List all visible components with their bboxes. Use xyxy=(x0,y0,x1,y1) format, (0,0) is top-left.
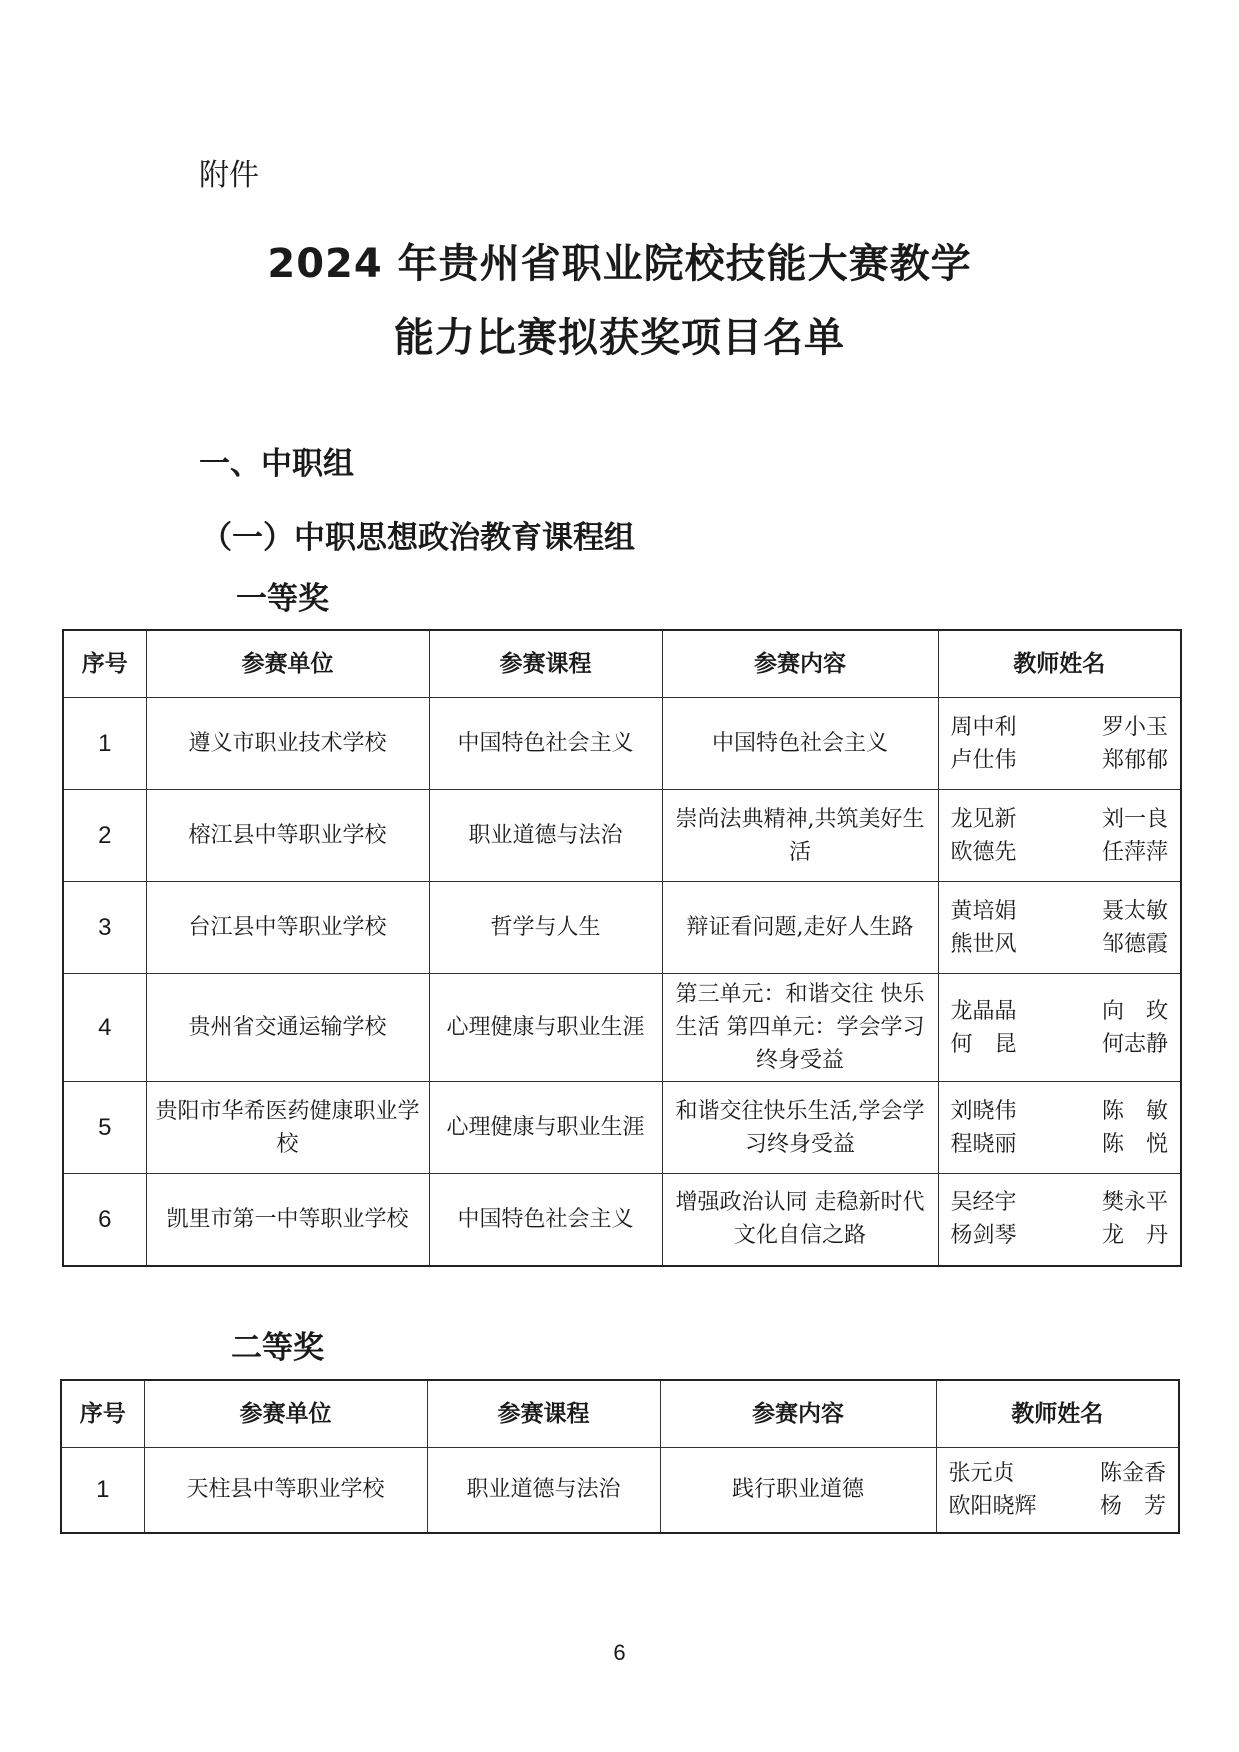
teacher-name: 聂太敏 xyxy=(1101,898,1168,924)
table-row xyxy=(63,1082,1181,1174)
attachment-label: 附件 xyxy=(199,158,259,193)
header-unit: 参赛单位 xyxy=(146,630,429,698)
cell-index: 5 xyxy=(63,1082,146,1174)
teacher-name: 卢仕伟 xyxy=(950,747,1017,773)
cell-content: 第三单元：和谐交往 快乐生活 第四单元：学会学习终身受益 xyxy=(662,974,938,1082)
cell-content: 增强政治认同 走稳新时代文化自信之路 xyxy=(662,1174,938,1266)
teacher-name: 欧阳晓辉 xyxy=(948,1493,1037,1519)
teacher-name: 向 玫 xyxy=(1101,998,1168,1024)
teacher-name: 刘晓伟 xyxy=(950,1098,1017,1124)
header-course: 参赛课程 xyxy=(429,630,662,698)
header-teachers: 教师姓名 xyxy=(936,1380,1179,1448)
cell-course: 心理健康与职业生涯 xyxy=(429,1082,662,1174)
cell-unit: 贵阳市华希医药健康职业学校 xyxy=(146,1082,429,1174)
cell-index: 2 xyxy=(63,790,146,882)
header-teachers: 教师姓名 xyxy=(938,630,1181,698)
cell-unit: 天柱县中等职业学校 xyxy=(144,1448,427,1533)
teacher-name: 欧德先 xyxy=(950,839,1017,865)
header-index: 序号 xyxy=(61,1380,144,1448)
table-row xyxy=(63,882,1181,974)
table-header-row xyxy=(63,630,1181,698)
cell-content: 践行职业道德 xyxy=(660,1448,936,1533)
header-content: 参赛内容 xyxy=(660,1380,936,1448)
teacher-name: 张元贞 xyxy=(948,1460,1015,1486)
table-header-row xyxy=(61,1380,1179,1448)
teacher-name: 何 昆 xyxy=(950,1031,1017,1057)
cell-unit: 榕江县中等职业学校 xyxy=(146,790,429,882)
teacher-name: 程晓丽 xyxy=(950,1131,1017,1157)
header-content: 参赛内容 xyxy=(662,630,938,698)
teacher-name: 黄培娟 xyxy=(950,898,1017,924)
cell-teachers xyxy=(938,882,1181,974)
teacher-name: 吴经宇 xyxy=(950,1190,1017,1216)
cell-course: 职业道德与法治 xyxy=(429,790,662,882)
document-title-line-1: 2024 年贵州省职业院校技能大赛教学 xyxy=(267,241,972,287)
second-prize-heading: 二等奖 xyxy=(231,1330,324,1366)
cell-content: 中国特色社会主义 xyxy=(662,698,938,790)
header-unit: 参赛单位 xyxy=(144,1380,427,1448)
cell-index: 1 xyxy=(63,698,146,790)
cell-teachers xyxy=(936,1448,1179,1533)
teacher-name: 熊世风 xyxy=(950,931,1017,957)
cell-teachers xyxy=(938,698,1181,790)
header-index: 序号 xyxy=(63,630,146,698)
cell-course: 中国特色社会主义 xyxy=(429,698,662,790)
teacher-name: 陈 敏 xyxy=(1101,1098,1168,1124)
table-row xyxy=(63,790,1181,882)
first-prize-heading: 一等奖 xyxy=(236,581,329,617)
table-row xyxy=(63,974,1181,1082)
cell-index: 6 xyxy=(63,1174,146,1266)
subgroup-heading: （一）中职思想政治教育课程组 xyxy=(201,520,635,556)
cell-course: 职业道德与法治 xyxy=(427,1448,660,1533)
first-prize-table xyxy=(62,629,1182,1267)
cell-unit: 贵州省交通运输学校 xyxy=(146,974,429,1082)
cell-course: 心理健康与职业生涯 xyxy=(429,974,662,1082)
header-course: 参赛课程 xyxy=(427,1380,660,1448)
table-row xyxy=(63,698,1181,790)
teacher-name: 龙 丹 xyxy=(1101,1223,1168,1249)
cell-index: 1 xyxy=(61,1448,144,1533)
teacher-name: 杨 芳 xyxy=(1099,1493,1166,1519)
teacher-name: 刘一良 xyxy=(1101,806,1168,832)
second-prize-table-body xyxy=(61,1448,1179,1533)
teacher-name: 何志静 xyxy=(1101,1031,1168,1057)
teacher-name: 郑郁郁 xyxy=(1101,747,1168,773)
page-number: 6 xyxy=(613,1640,626,1665)
teacher-name: 罗小玉 xyxy=(1101,714,1168,740)
teacher-name: 龙见新 xyxy=(950,806,1017,832)
cell-content: 辩证看问题,走好人生路 xyxy=(662,882,938,974)
second-prize-table xyxy=(60,1379,1180,1534)
table-row xyxy=(63,1174,1181,1266)
table-row xyxy=(61,1448,1179,1533)
cell-course: 哲学与人生 xyxy=(429,882,662,974)
cell-content: 和谐交往快乐生活,学会学习终身受益 xyxy=(662,1082,938,1174)
cell-unit: 凯里市第一中等职业学校 xyxy=(146,1174,429,1266)
cell-unit: 遵义市职业技术学校 xyxy=(146,698,429,790)
first-prize-table-body xyxy=(63,698,1181,1266)
cell-teachers xyxy=(938,790,1181,882)
teacher-name: 陈 悦 xyxy=(1101,1131,1168,1157)
teacher-name: 陈金香 xyxy=(1099,1460,1166,1486)
cell-teachers xyxy=(938,974,1181,1082)
teacher-name: 杨剑琴 xyxy=(950,1223,1017,1249)
teacher-name: 龙晶晶 xyxy=(950,998,1017,1024)
teacher-name: 邹德霞 xyxy=(1101,931,1168,957)
cell-index: 3 xyxy=(63,882,146,974)
teacher-name: 周中利 xyxy=(950,714,1017,740)
document-title-line-2: 能力比赛拟获奖项目名单 xyxy=(394,315,845,361)
cell-index: 4 xyxy=(63,974,146,1082)
group-heading: 一、中职组 xyxy=(199,446,354,482)
cell-teachers xyxy=(938,1174,1181,1266)
cell-course: 中国特色社会主义 xyxy=(429,1174,662,1266)
teacher-name: 任萍萍 xyxy=(1101,839,1168,865)
cell-content: 崇尚法典精神,共筑美好生活 xyxy=(662,790,938,882)
teacher-name: 樊永平 xyxy=(1101,1190,1168,1216)
cell-teachers xyxy=(938,1082,1181,1174)
cell-unit: 台江县中等职业学校 xyxy=(146,882,429,974)
